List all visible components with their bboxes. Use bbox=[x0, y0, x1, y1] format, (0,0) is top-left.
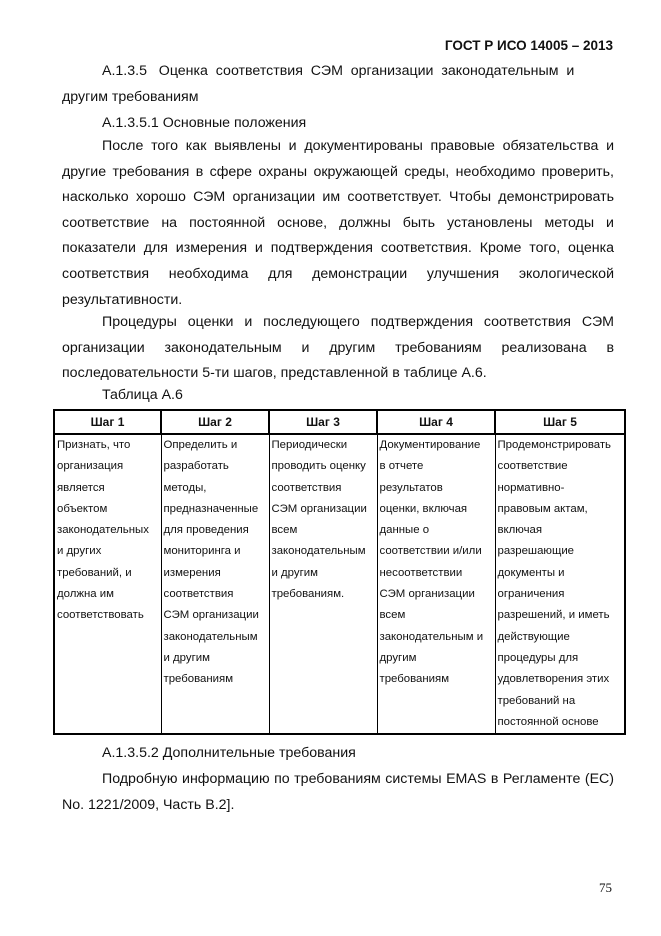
table-cell-line: разрешающие bbox=[497, 545, 575, 558]
table-cell-line: постоянной основе bbox=[497, 715, 599, 728]
table-cell-line: законодательным bbox=[271, 545, 366, 558]
table-cell-line: процедуры для bbox=[497, 651, 579, 664]
table-cell-line: включая bbox=[497, 524, 543, 537]
table-cell-line: Периодически bbox=[271, 439, 348, 451]
table-cell-line: и другим bbox=[163, 651, 210, 664]
table-cell-line: в отчете bbox=[379, 460, 424, 473]
table-cell-line: ограничения bbox=[497, 588, 565, 601]
table-cell-line: всем bbox=[271, 524, 298, 537]
table-header-cell: Шаг 5 bbox=[495, 410, 625, 434]
table-cell-line: и другим bbox=[271, 566, 318, 579]
table-cell-line: законодательным и bbox=[379, 630, 484, 643]
steps-table bbox=[53, 409, 626, 735]
table-header-cell: Шаг 3 bbox=[269, 410, 377, 434]
subsection-heading-1: А.1.3.5.1 Основные положения bbox=[102, 115, 307, 131]
table-cell-line: правовым актам, bbox=[497, 502, 588, 515]
table-cell-step-4 bbox=[377, 434, 495, 734]
table-cell-line: другим bbox=[379, 651, 417, 664]
table-cell-line: является bbox=[57, 481, 105, 494]
table-cell-line: соответствия bbox=[271, 481, 342, 494]
standard-header: ГОСТ Р ИСО 14005 – 2013 bbox=[444, 38, 613, 53]
subsection-heading-2: А.1.3.5.2 Дополнительные требования bbox=[102, 745, 356, 761]
table-cell-line: соответствовать bbox=[57, 609, 144, 622]
table-cell-line: организация bbox=[57, 460, 124, 473]
table-cell-line: несоответствии bbox=[379, 566, 463, 579]
table-cell-line: для проведения bbox=[163, 524, 249, 537]
table-cell-line: СЭМ организации bbox=[379, 588, 475, 601]
table-cell-line: документы и bbox=[497, 566, 565, 579]
table-cell-line: требованиям bbox=[163, 673, 234, 686]
table-row bbox=[54, 434, 625, 734]
table-cell-line: должна им bbox=[57, 588, 114, 601]
table-cell-line: соответствии и/или bbox=[379, 545, 482, 558]
table-cell-line: требований, и bbox=[57, 566, 132, 579]
table-cell-line: Продемонстрировать bbox=[497, 439, 611, 451]
table-cell-step-2 bbox=[161, 434, 269, 734]
table-cell-line: соответствия bbox=[163, 588, 234, 601]
table-cell-line: СЭМ организации bbox=[163, 609, 259, 622]
table-cell-line: предназначенные bbox=[163, 502, 259, 515]
section-title-line1: А.1.3.5 Оценка соответствия СЭМ организации законодательным и bbox=[102, 63, 575, 79]
body-paragraph-2: Процедуры оценки и последующего подтверждения соответствия СЭМ организации законодательным и другим требованиям реализована в последовательности 5-ти шагов, представленной в таблице А.6. bbox=[62, 314, 614, 382]
section-title-line2: другим требованиям bbox=[62, 88, 199, 105]
table-cell-line: разрешений, и иметь bbox=[497, 609, 610, 622]
body-paragraph-3: Подробную информацию по требованиям системы EMAS в Регламенте (ЕС) No. 1221/2009, Часть В.2]. bbox=[62, 771, 614, 813]
table-cell-line: законодательным bbox=[163, 630, 258, 643]
table-header-cell: Шаг 2 bbox=[161, 410, 269, 434]
table-cell-line: данные о bbox=[379, 524, 430, 537]
table-cell-line: и других bbox=[57, 545, 102, 558]
table-cell-line: нормативно- bbox=[497, 481, 565, 494]
table-header-row bbox=[54, 410, 625, 434]
table-cell-line: Признать, что bbox=[57, 439, 131, 451]
table-cell-line: требованиям bbox=[379, 673, 450, 686]
table-caption: Таблица А.6 bbox=[102, 387, 183, 403]
table-header-cell: Шаг 1 bbox=[54, 410, 161, 434]
table-cell-line: законодательных bbox=[57, 524, 149, 537]
body-paragraph-1: После того как выявлены и документированы правовые обязательства и другие требования в сфере охраны окружающей среды, необходимо проверить, насколько хорошо СЭМ организации им соответствует. Чтобы демонстрировать соответствие на постоянной основе, должны быть установлены методы и показатели для измерения и подтверждения соответствия. Кроме того, оценка соответствия необходима для демонстрации улучшения экологической результативности. bbox=[62, 138, 614, 308]
table-cell-line: всем bbox=[379, 609, 406, 622]
section-title bbox=[62, 59, 614, 110]
table-cell-line: оценки, включая bbox=[379, 502, 468, 515]
table-cell-line: действующие bbox=[497, 630, 570, 643]
table-cell-line: СЭМ организации bbox=[271, 502, 367, 515]
table-cell-line: требованиям. bbox=[271, 588, 345, 601]
table-cell-line: результатов bbox=[379, 481, 443, 494]
table-cell-line: методы, bbox=[163, 481, 207, 494]
table-cell-step-3 bbox=[269, 434, 377, 734]
table-cell-line: Определить и bbox=[163, 439, 238, 451]
table-cell-line: измерения bbox=[163, 566, 221, 579]
table-cell-line: соответствие bbox=[497, 460, 568, 473]
table-cell-step-5 bbox=[495, 434, 625, 734]
table-cell-line: требований на bbox=[497, 694, 576, 707]
table-cell-line: удовлетворения этих bbox=[497, 673, 610, 686]
table-cell-line: Документирование bbox=[379, 439, 481, 451]
table-cell-line: проводить оценку bbox=[271, 460, 366, 473]
table-cell-step-1 bbox=[54, 434, 161, 734]
table-header-cell: Шаг 4 bbox=[377, 410, 495, 434]
table-cell-line: объектом bbox=[57, 502, 108, 515]
table-cell-line: разработать bbox=[163, 460, 229, 473]
table-cell-line: мониторинга и bbox=[163, 545, 241, 558]
page-number: 75 bbox=[599, 880, 612, 895]
